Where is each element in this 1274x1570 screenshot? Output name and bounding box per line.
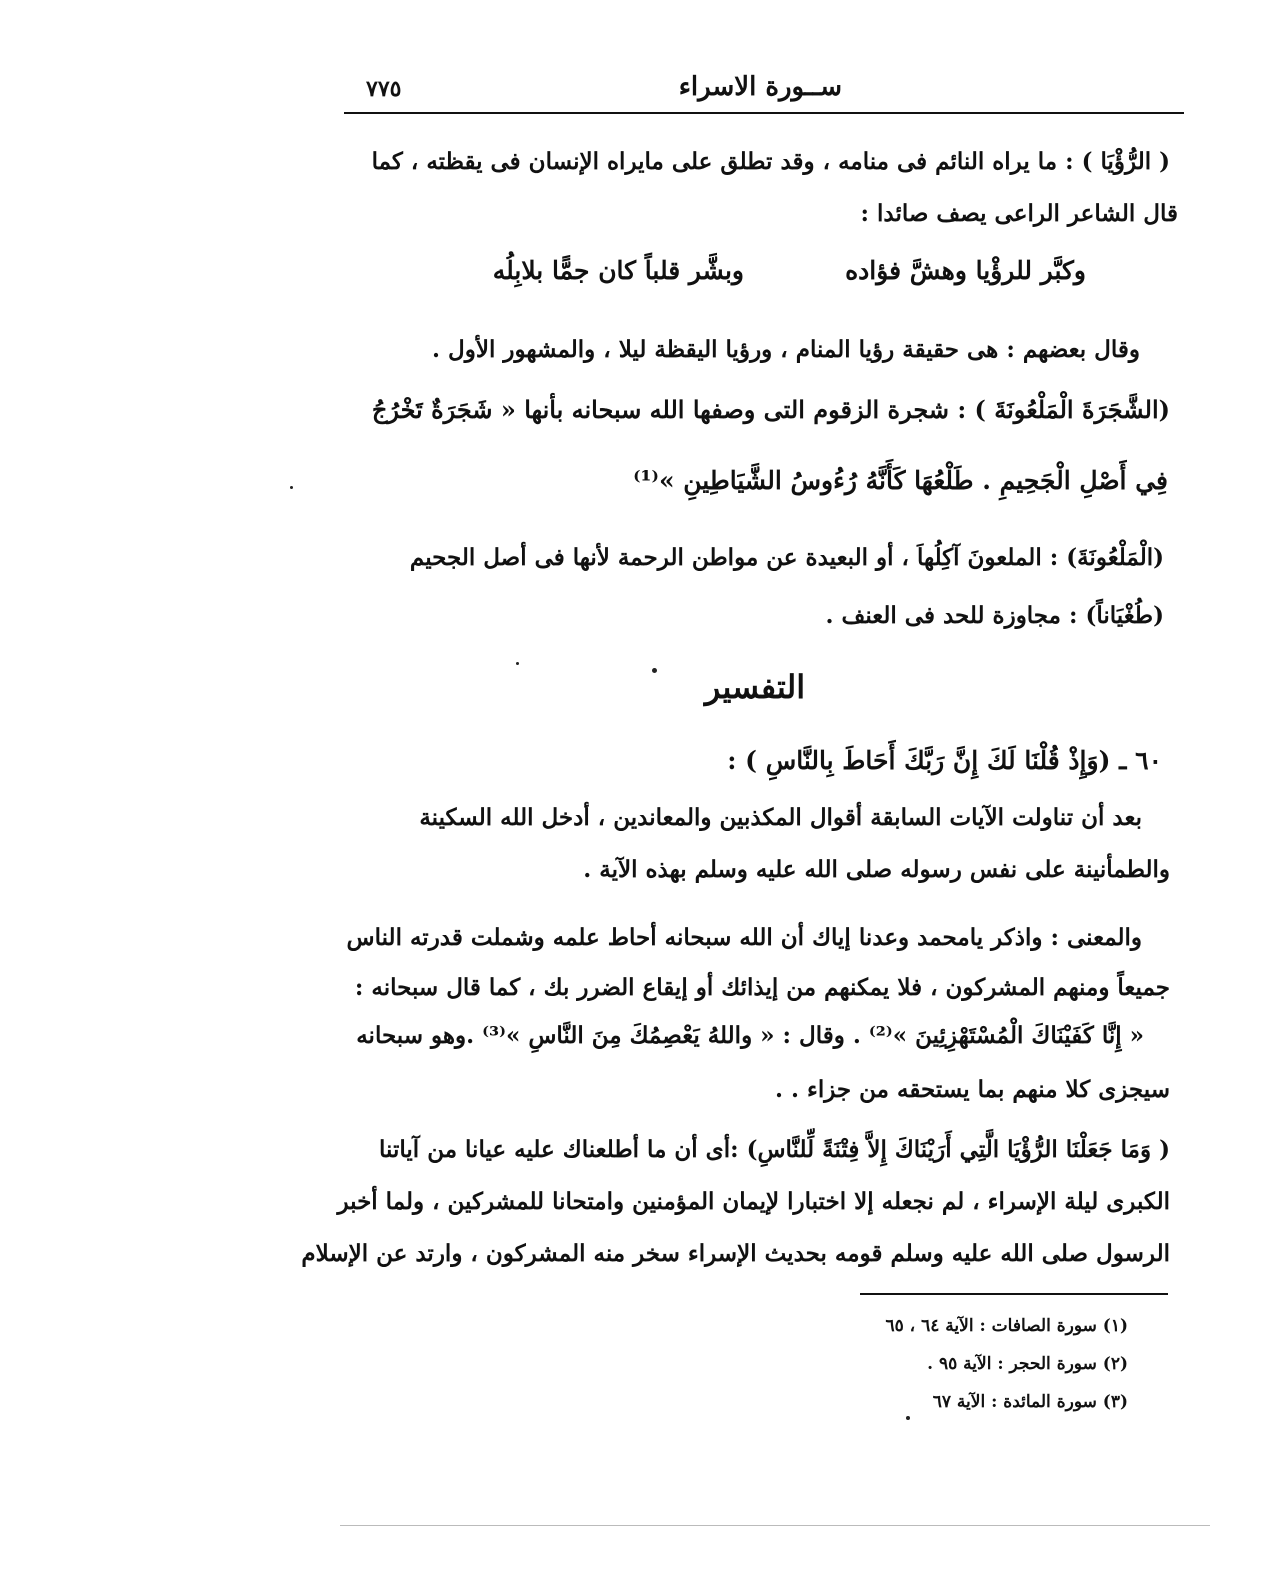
vocab-line-5: فِي أَصْلِ الْجَحِيمِ . طَلْعُهَا كَأَنَّهُ رُءُوسُ الشَّيَاطِينِ »⁽¹⁾ bbox=[633, 466, 1168, 495]
vocab-line-7: (طُغْيَاناً) : مجاوزة للحد فى العنف . bbox=[825, 602, 1164, 629]
footnote-rule bbox=[860, 1293, 1168, 1295]
vocab-line-6: (الْمَلْعُونَةَ) : الملعونَ آكِلُهاَ ، أو البعيدة عن مواطن الرحمة لأنها فى أصل الجحيم bbox=[409, 544, 1164, 571]
vocab-line-1: ( الرُّؤْيَا ) : ما يراه النائم فى منامه ، وقد تطلق على مايراه الإنسان فى يقظته ، كما bbox=[371, 148, 1170, 175]
paragraph-2-line-1: والمعنى : واذكر يامحمد وعدنا إياك أن الله سبحانه أحاط علمه وشملت قدرته الناس bbox=[346, 924, 1142, 951]
poem-hemistich-left: وبشَّر قلباً كان جمًّا بلابِلُه bbox=[492, 256, 744, 285]
paragraph-1-line-2: والطمأنينة على نفس رسوله صلى الله عليه وسلم بهذه الآية . bbox=[583, 856, 1170, 883]
scan-speck bbox=[652, 668, 657, 673]
paragraph-3-line-1: ( وَمَا جَعَلْنَا الرُّؤْيَا الَّتِي أَرَيْنَاكَ إِلاَّ فِتْنَةً لِّلنَّاسِ) :أى أن ما أطلعناك عليه عيانا من آياتنا bbox=[379, 1136, 1170, 1163]
paragraph-3-line-3: الرسول صلى الله عليه وسلم قومه بحديث الإسراء سخر منه المشركون ، وارتد عن الإسلام bbox=[301, 1240, 1170, 1267]
page-number: ٧٧٥ bbox=[366, 76, 402, 102]
vocab-line-3: وقال بعضهم : هى حقيقة رؤيا المنام ، ورؤيا اليقظة ليلا ، والمشهور الأول . bbox=[432, 336, 1140, 363]
scan-speck bbox=[906, 1416, 910, 1420]
footnote-2: (٢) سورة الحجر : الآية ٩٥ . bbox=[927, 1354, 1128, 1374]
scan-speck bbox=[290, 486, 293, 489]
section-heading: التفسير bbox=[704, 668, 806, 706]
surah-title: ســورة الاسراء bbox=[678, 72, 842, 102]
scan-speck bbox=[516, 662, 519, 665]
paragraph-2-line-2: جميعاً ومنهم المشركون ، فلا يمكنهم من إيذائك أو إيقاع الضرر بك ، كما قال سبحانه : bbox=[354, 974, 1170, 1001]
paragraph-3-line-2: الكبرى ليلة الإسراء ، لم نجعله إلا اختبارا لإيمان المؤمنين وامتحانا للمشركين ، ولما أخبر bbox=[337, 1188, 1170, 1215]
vocab-line-4: (الشَّجَرَةَ الْمَلْعُونَةَ ) : شجرة الزقوم التى وصفها الله سبحانه بأنها « شَجَرَةٌ تَخْرُجُ bbox=[371, 395, 1170, 424]
paragraph-1-line-1: بعد أن تناولت الآيات السابقة أقوال المكذبين والمعاندين ، أدخل الله السكينة bbox=[419, 804, 1142, 831]
footnote-1: (١) سورة الصافات : الآية ٦٤ ، ٦٥ bbox=[885, 1316, 1128, 1336]
scan-edge-line bbox=[340, 1525, 1210, 1526]
poem-hemistich-right: وكبَّر للرؤْيا وهشَّ فؤاده bbox=[845, 256, 1086, 285]
vocab-line-2: قال الشاعر الراعى يصف صائدا : bbox=[860, 200, 1178, 227]
header-rule bbox=[344, 112, 1184, 114]
paragraph-2-line-4: سيجزى كلا منهم بما يستحقه من جزاء . . bbox=[775, 1076, 1170, 1103]
footnote-3: (٣) سورة المائدة : الآية ٦٧ bbox=[932, 1392, 1128, 1412]
paragraph-2-line-3: « إِنَّا كَفَيْنَاكَ الْمُسْتَهْزِئِينَ »⁽²⁾ . وقال : « واللهُ يَعْصِمُكَ مِنَ النَّاسِ »⁽³⁾ .وهو سبحانه bbox=[356, 1022, 1144, 1049]
verse-60: ٦٠ ـ (وَإِذْ قُلْنَا لَكَ إِنَّ رَبَّكَ أَحَاطَ بِالنَّاسِ ) : bbox=[727, 746, 1162, 775]
